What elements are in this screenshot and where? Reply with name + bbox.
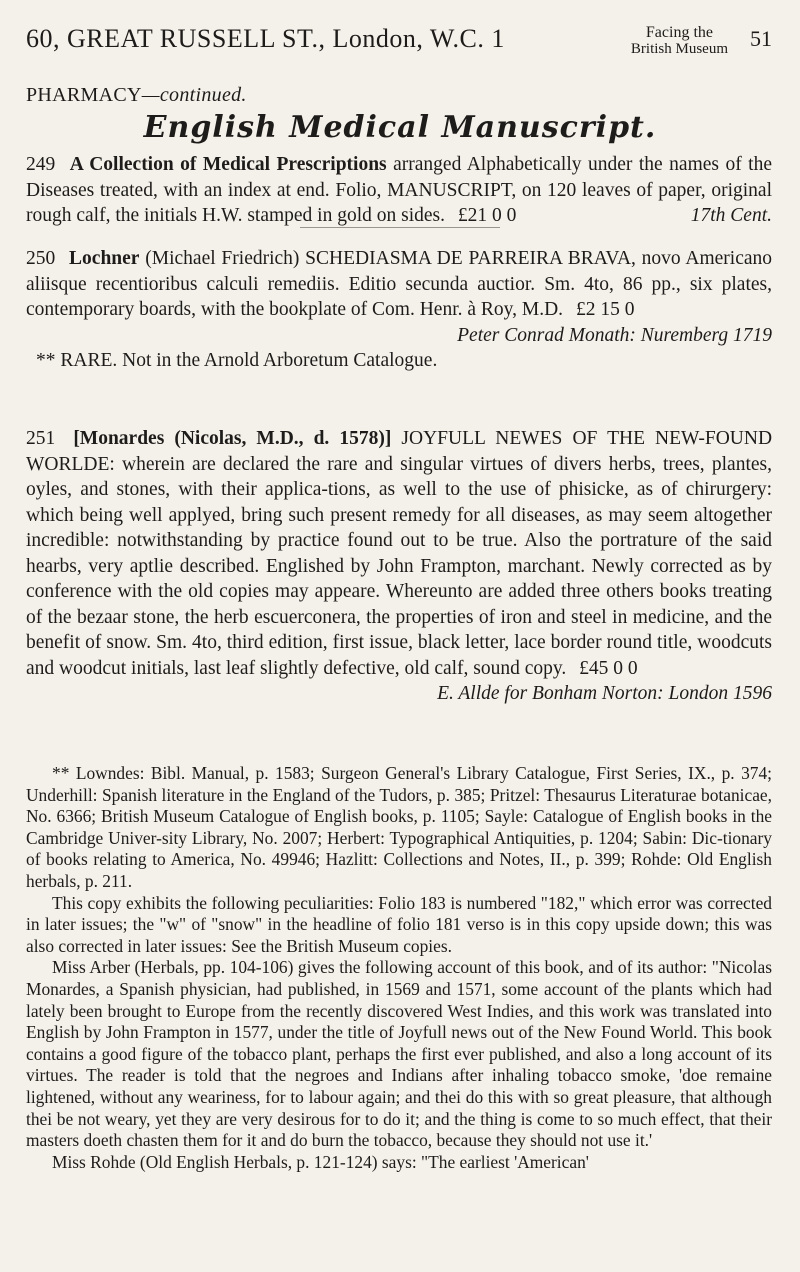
entry-lead: A Collection of Medical Prescriptions: [69, 154, 387, 175]
facing-note: [631, 24, 728, 58]
note-paragraph: Miss Arber (Herbals, pp. 104-106) gives the following account of this book, and of its author: "Nicolas Monardes, a Spanish physician, had published, in 1569 and 1571, some account of the plants which had lately been brought to Europe from the recently discovered West Indies, and this work was translated into English by John Frampton in 1577, under the title of Joyfull news out of the New Found World. This book contains a good figure of the tobacco plant, perhaps the first ever published, and also a long account of its virtues. The reader is told that the negroes and Indians after inhaling tobacco smoke, 'doe remaine lightened, without any weariness, for to labour again; and thei do this with so great pleasure, that although thei be not weary, yet they are very desirous for to do it; and the thing is come to so much effect, that their masters doeth chasten them for it and do burn the tobacco, because they should not use it.': [26, 957, 772, 1151]
divider: [300, 227, 500, 228]
section-title: PHARMACY: [26, 84, 142, 106]
entry-text: JOYFULL NEWES OF THE NEW-FOUND WORLDE: wherein are declared the rare and singular virtues of divers herbs, trees, plantes, oyles, and stones, with their applica-tions, as well to the use of phisicke, as of chirurgery: which being well applyed, bring such present remedy for all diseases, as may seem altogether incredible: notwithstanding by practice found out to be true. Also the portrature of the said hearbs, very aptlie described. Englished by John Frampton, marchant. Newly corrected as by conference with the old copies may appeare. Whereunto are added three others books treating of the bezaar stone, the herb escuerconera, the properties of iron and steel in medicine, and the benefit of snow. Sm. 4to, third edition, first issue, black letter, lace border round title, woodcuts and woodcut initials, last leaf slightly defective, old calf, sound copy.: [26, 428, 773, 679]
entry-text: (Michael Friedrich) SCHEDIASMA DE PARREIRA BRAVA, novo Americano aliisque recentioribus calculi remediis. Editio secunda auctior. Sm. 4to, 86 pp., six plates, contemporary boards, with the bookplate of Com. Henr. à Roy, M.D.: [26, 248, 773, 320]
running-head: [26, 0, 772, 62]
entry-lead: [Monardes (Nicolas, M.D., d. 1578)]: [73, 428, 392, 449]
note-paragraph: This copy exhibits the following peculiarities: Folio 183 is numbered "182," which error was corrected in later issues; the "w" of "snow" in the headline of folio 181 verso is in this copy upside down; this was also corrected in later issues: See the British Museum copies.: [26, 892, 772, 956]
entry-price: £45 0 0: [579, 657, 638, 679]
entry-price: £2 15 0: [575, 299, 635, 320]
entry-price: £21 0 0: [457, 205, 517, 226]
entry-number: 250: [26, 248, 56, 269]
address-line: 60, GREAT RUSSELL ST., London, W.C. 1: [26, 24, 505, 53]
entry-number: 251: [26, 428, 56, 449]
page-heading: English Medical Manuscript.: [143, 110, 657, 145]
entry-text: arranged Alphabetically under the names of the Diseases treated, with an index at end. Folio, MANUSCRIPT, on 120 leaves of paper, original rough calf, the initials H.W. stamped in gold on sides.: [26, 154, 772, 226]
section-heading: [26, 84, 247, 107]
section-continued: —continued.: [141, 84, 247, 106]
facing-line-1: Facing the: [645, 24, 713, 41]
entry-imprint: E. Allde for Bonham Norton: London 1596: [437, 683, 772, 704]
entry-date: 17th Cent.: [690, 205, 772, 226]
entry-249: [26, 152, 772, 229]
entry-250: [26, 246, 772, 374]
page-number: 51: [750, 26, 772, 51]
entry-251: [26, 426, 772, 707]
note-paragraph: Miss Rohde (Old English Herbals, p. 121-124) says: "The earliest 'American': [52, 1151, 589, 1172]
entry-imprint: Peter Conrad Monath: Nuremberg 1719: [457, 324, 772, 346]
entry-251-notes: [26, 763, 772, 1173]
facing-line-2: British Museum: [630, 41, 728, 57]
note-paragraph: ** Lowndes: Bibl. Manual, p. 1583; Surgeon General's Library Catalogue, First Series, IX., p. 374; Underhill: Spanish literature in the England of the Tudors, p. 385; Pritzel: Thesaurus Literaturae botanicae, No. 6366; British Museum Catalogue of English books, p. 1105; Sayle: Catalogue of English books in the Cambridge Univer-sity Library, No. 2007; Herbert: Typographical Antiquities, p. 1204; Sabin: Dic-tionary of books relating to America, No. 49946; Hazlitt: Collections and Notes, II., p. 399; Rohde: Old English herbals, p. 211.: [26, 763, 772, 891]
entry-note: ** RARE. Not in the Arnold Arboretum Catalogue.: [36, 350, 438, 371]
entry-number: 249: [26, 154, 56, 175]
entry-lead: Lochner: [69, 248, 140, 269]
